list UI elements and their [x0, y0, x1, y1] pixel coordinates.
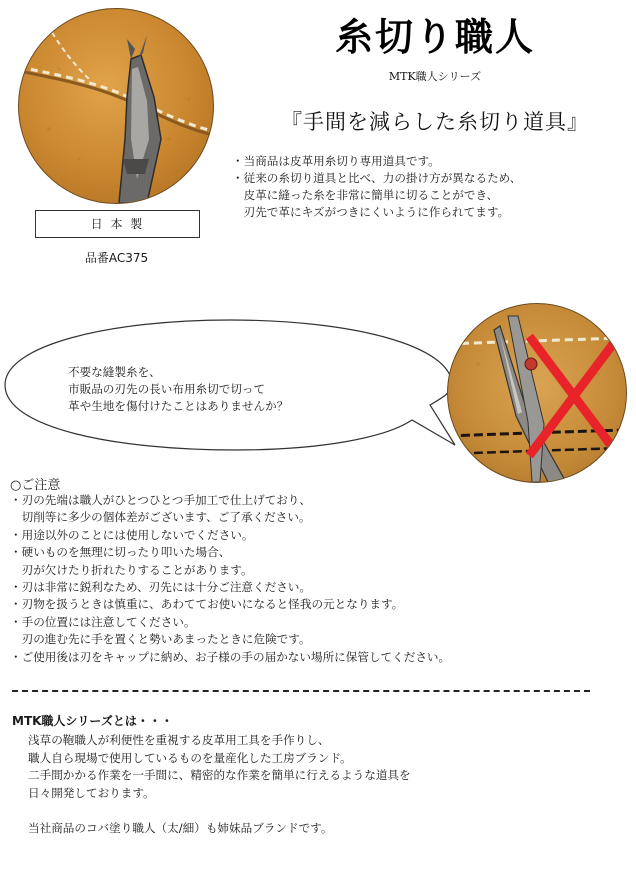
made-in-japan-label: 日 本 製 [35, 210, 200, 238]
caution-line: ・硬いものを無理に切ったり叩いた場合、 [10, 545, 231, 560]
tagline: 『手間を減らした糸切り道具』 [281, 110, 589, 134]
about-body [28, 732, 628, 838]
about-line: 浅草の鞄職人が利便性を重視する皮革用工具を手作りし、 [28, 733, 330, 747]
about-line [28, 802, 628, 820]
section-divider [12, 690, 590, 692]
description-line: 皮革に縫った糸を非常に簡単に切ることができ、 [232, 188, 499, 202]
caution-line: 刃の進む先に手を置くと勢いあまったときに危険です。 [10, 632, 311, 647]
product-number: 品番AC375 [84, 251, 149, 265]
bubble-line: 不要な縫製糸を、 [68, 365, 161, 379]
about-line: 職人自ら現場で使用しているものを量産化した工房ブランド。 [28, 750, 352, 765]
caution-line: ・刃は非常に鋭利なため、刃先には十分ご注意ください。 [10, 580, 311, 595]
about-line: 当社商品のコバ塗り職人（太/細）も姉妹品ブランドです。 [28, 820, 333, 835]
product-photo [18, 8, 214, 204]
product-title: 糸切り職人 [334, 15, 535, 59]
series-label: MTK職人シリーズ [388, 70, 482, 83]
caution-line: 刃が欠けたり折れたりすることがあります。 [10, 562, 253, 577]
about-line: 二手間かかる作業を一手間に、精密的な作業を簡単に行えるような道具を [28, 768, 411, 783]
caution-list [10, 492, 632, 666]
about-heading: MTK職人シリーズとは・・・ [12, 714, 173, 728]
caution-line: ・ご使用後は刃をキャップに納め、お子様の手の届かない場所に保管してください。 [10, 649, 451, 664]
misuse-photo [447, 303, 627, 483]
speech-bubble-text [68, 364, 398, 415]
bubble-line: 革や生地を傷付けたことはありませんか？ [68, 399, 289, 413]
caution-line: ・刃物を扱うときは慎重に、あわててお使いになると怪我の元となります。 [10, 597, 404, 612]
thread-cutter-illustration [19, 9, 213, 203]
scissors-misuse-illustration [448, 304, 626, 482]
caution-heading: ○ご注意 [10, 478, 61, 493]
caution-line: ・用途以外のことには使用しないでください。 [10, 527, 254, 542]
cross-mark-icon [532, 340, 616, 452]
description-line: ・従来の糸切り道具と比べ、力の掛け方が異なるため、 [232, 171, 522, 185]
about-line: 日々開発しております。 [28, 785, 155, 800]
caution-line: ・手の位置には注意してください。 [10, 614, 196, 629]
bubble-line: 市販品の刃先の長い布用糸切で切って [68, 382, 266, 396]
caution-line: ・刃の先端は職人がひとつひとつ手加工で仕上げており、 [10, 493, 311, 507]
product-description [232, 153, 632, 221]
description-line: 刃先で革にキズがつきにくいように作られてます。 [232, 205, 510, 219]
description-line: ・当商品は皮革用糸切り専用道具です。 [232, 154, 440, 168]
caution-line: 切削等に多少の個体差がございます、ご了承ください。 [10, 510, 311, 525]
